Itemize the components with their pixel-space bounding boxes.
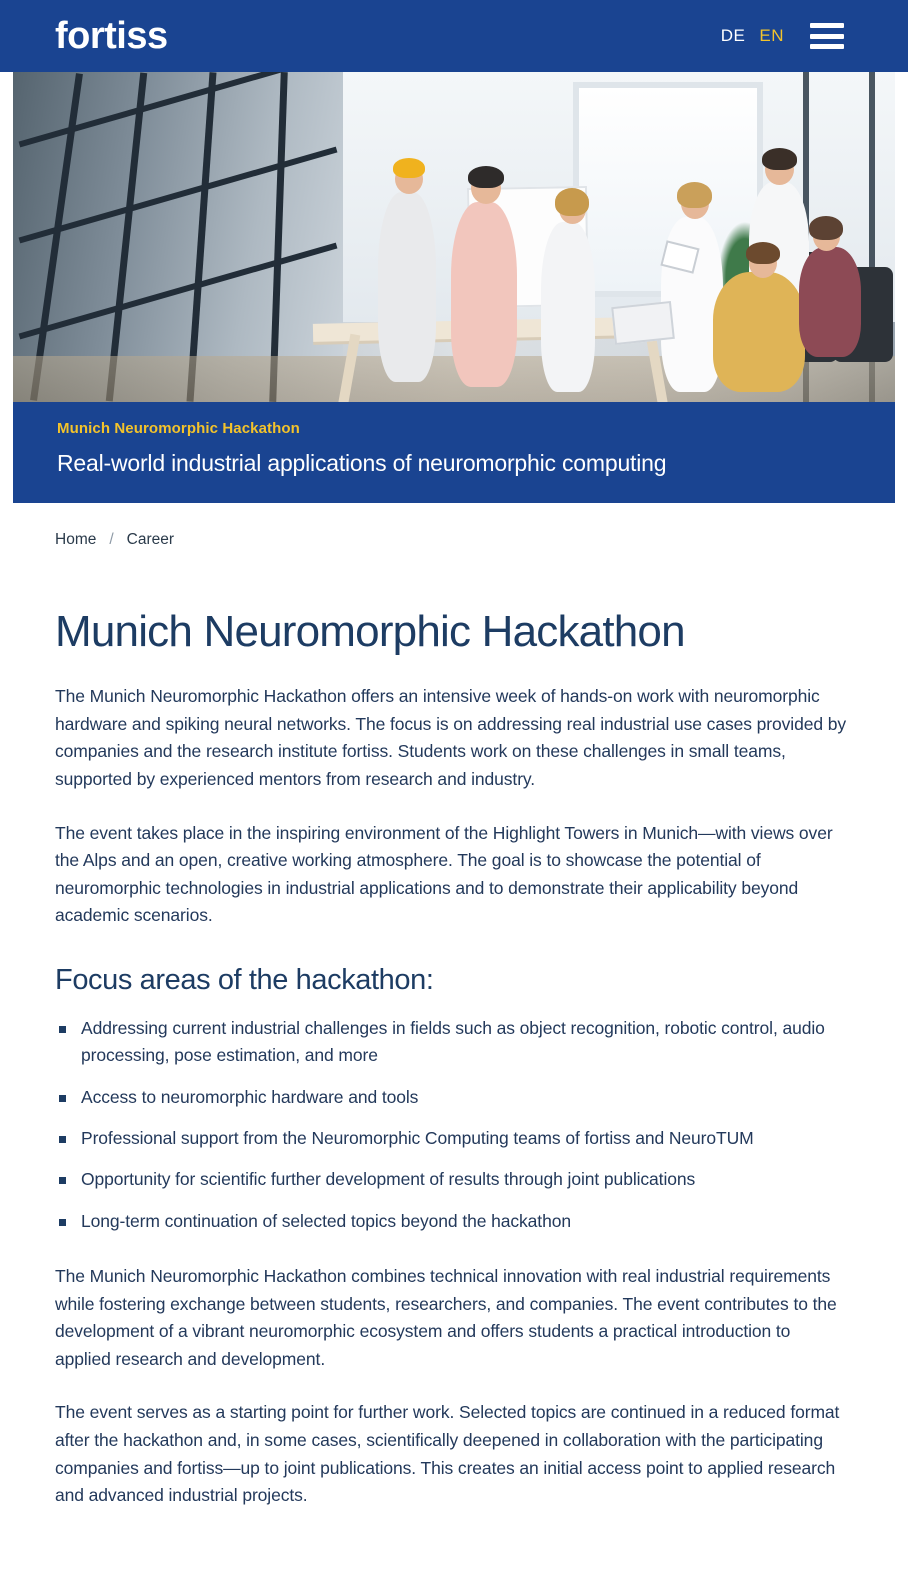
person-hair: [393, 158, 425, 178]
hamburger-menu-icon[interactable]: [810, 23, 844, 49]
mullion: [186, 72, 216, 402]
header-actions: [721, 23, 884, 49]
list-item: Access to neuromorphic hardware and tools: [55, 1084, 848, 1111]
mullion: [106, 73, 147, 402]
breadcrumb-separator: /: [109, 531, 114, 548]
page-title: Munich Neuromorphic Hackathon: [55, 607, 685, 656]
list-item: Long-term continuation of selected topics beyond the hackathon: [55, 1208, 848, 1235]
breadcrumb-item-career[interactable]: Career: [126, 531, 175, 548]
person-hair: [762, 148, 797, 170]
burger-line: [810, 44, 844, 49]
list-item: Opportunity for scientific further development of results through joint publications: [55, 1166, 848, 1193]
focus-areas-heading: Focus areas of the hackathon:: [55, 964, 434, 997]
person-hair: [746, 242, 780, 264]
burger-line: [810, 23, 844, 28]
mullion: [19, 243, 338, 340]
closing-paragraph-2: The event serves as a starting point for further work. Selected topics are continued in a reduced format after the hackathon and, in some cases, scientifically deepened in collaboration with the participating companies and fortiss—up to joint publications. This creates an initial access point to applied research and advanced industrial projects.: [55, 1402, 840, 1506]
breadcrumb-item-home[interactable]: Home: [55, 531, 97, 548]
list-item: Professional support from the Neuromorphic Computing teams of fortiss and NeuroTUM: [55, 1125, 848, 1152]
hero-caption: [13, 402, 895, 503]
intro-paragraph-2: The event takes place in the inspiring environment of the Highlight Towers in Munich—with views over the Alps and an open, creative working atmosphere. The goal is to showcase the potential of neuromorphic technologies in industrial applications and to demonstrate their applicability beyond academic scenarios.: [55, 822, 833, 926]
person-hair: [809, 216, 843, 240]
person-hair: [555, 188, 589, 216]
glass-wall: [13, 72, 343, 402]
person: [713, 272, 805, 392]
list-item: Addressing current industrial challenges in fields such as object recognition, robotic control, audio processing, pose estimation, and more: [55, 1015, 848, 1070]
focus-areas-list: [55, 1015, 848, 1235]
intro-paragraph-1: The Munich Neuromorphic Hackathon offers an intensive week of hands-on work with neuromorphic hardware and spiking neural networks. The focus is on addressing real industrial use cases provided by companies and the research institute fortiss. Students work on these challenges in small teams, supported by experienced mentors from research and industry.: [55, 686, 847, 789]
breadcrumb: [0, 503, 908, 549]
person: [451, 202, 517, 387]
fortiss-logo[interactable]: fortiss: [55, 15, 168, 57]
hero-image: [13, 72, 895, 402]
site-header: [0, 0, 908, 72]
language-switch-en[interactable]: EN: [759, 26, 784, 45]
mullion: [269, 72, 288, 402]
hero-title: Real-world industrial applications of neuromorphic computing: [57, 450, 667, 476]
person: [799, 247, 861, 357]
person-hair: [677, 182, 712, 208]
hero-kicker: Munich Neuromorphic Hackathon: [57, 420, 300, 437]
language-switch-de[interactable]: DE: [720, 26, 746, 45]
closing-paragraph-1: The Munich Neuromorphic Hackathon combines technical innovation with real industrial requirements while fostering exchange between students, researchers, and companies. The event contributes to the development of a vibrant neuromorphic ecosystem and offers students a practical introduction to applied research and development.: [55, 1265, 837, 1369]
burger-line: [810, 34, 844, 39]
laptop-icon: [611, 301, 675, 345]
main-content: [0, 607, 908, 1576]
hero-photo: [13, 72, 895, 402]
person-hair: [468, 166, 504, 188]
person: [378, 192, 436, 382]
person: [541, 222, 595, 392]
